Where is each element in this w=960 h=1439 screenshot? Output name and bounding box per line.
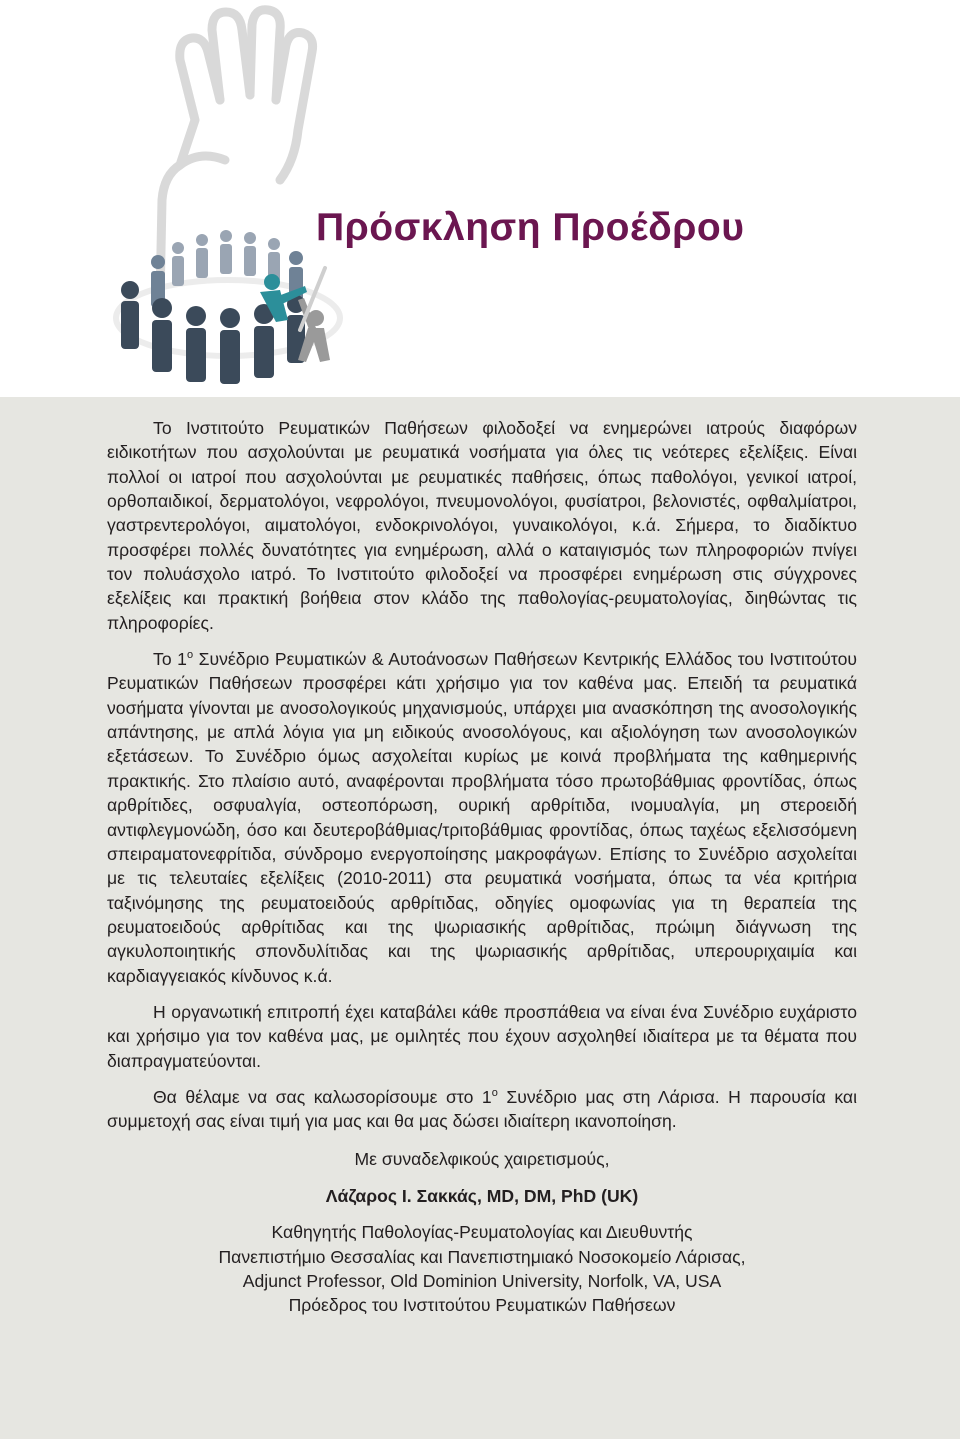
- letter-body: [107, 416, 857, 1318]
- people-circle: [116, 230, 340, 384]
- hand-with-people-circle-illustration: [100, 0, 360, 397]
- paragraph-welcome: [107, 1085, 857, 1134]
- paragraph-conference-rest: Συνέδριο Ρευματικών & Αυτοάνοσων Παθήσεων Κεντρικής Ελλάδος του Ινστιτούτου Ρευματικών Παθήσεων προσφέρει κάτι χρήσιμο για τον καθένα μας. Επειδή τα ρευματικά νοσήματα γίνονται με ανοσολογικούς μηχανισμούς, υπάρχει μια ανασκόπηση της ανοσολογικής απάντησης, με απλά λόγια για μη ειδικούς ανοσολόγους, και αξιολόγηση των ανοσολογικών εξετάσεων. Το Συνέδριο όμως ασχολείται κυρίως με κοινά προβλήματα της καθημερινής πρακτικής. Στο πλαίσιο αυτό, αναφέρονται προβλήματα τόσο πρωτοβάθμιας φροντίδας, όπως αρθρίτιδες, οσφυαλγία, οστεοπόρωση, ουρική αρθρίτιδα, ινομυαλγία, μη στεροειδή αντιφλεγμονώδη, όσο και δευτεροβάθμιας/τριτοβάθμιας φροντίδας, όπως ταχέως εξελισσόμενη σπειραματονεφρίτιδα, σύνδρομο ενεργοποίησης μακροφάγων. Επίσης το Συνέδριο ασχολείται με τις τελευταίες εξελίξεις (2010-2011) στα ρευματικά νοσήματα, όπως τα νέα κριτήρια ταξινόμησης της ρευματοειδούς αρθρίτιδας, οδηγίες ομοφωνίας για τη θεραπεία της ρευματοειδούς αρθρίτιδας και της ψωριασικής αρθρίτιδας, πρώιμη διάγνωση της αγκυλοποιητικής σπονδυλίτιδας και της ψωριασικής αρθρίτιδας, υπερουριχαιμία και καρδιαγγειακός κίνδυνος κ.ά.: [107, 649, 857, 986]
- closing-greeting: Με συναδελφικούς χαιρετισμούς,: [354, 1148, 610, 1169]
- ordinal-superscript: ο: [491, 1087, 498, 1100]
- signer-name: Λάζαρος Ι. Σακκάς, MD, DM, PhD (UK): [325, 1185, 639, 1206]
- affiliation-line: Καθηγητής Παθολογίας-Ρευματολογίας και Διευθυντής: [271, 1222, 693, 1243]
- paragraph-conference-start: Το 1: [153, 649, 187, 670]
- affiliation-line: Πρόεδρος του Ινστιτούτου Ρευματικών Παθήσεων: [288, 1295, 676, 1316]
- signer-affiliations: [107, 1220, 857, 1317]
- paragraph-conference: [107, 647, 857, 988]
- paragraph-intro: Το Ινστιτούτο Ρευματικών Παθήσεων φιλοδοξεί να ενημερώνει ιατρούς διαφόρων ειδικοτήτων που ασχολούνται με ρευματικά νοσήματα για όλες τις νεότερες εξελίξεις. Είναι πολλοί οι ιατροί που ασχολούνται με ρευματικές παθήσεις, όπως παθολόγοι, γενικοί ιατροί, ορθοπαιδικοί, δερματολόγοι, νεφρολόγοι, πνευμονολόγοι, φυσίατροι, βελονιστές, οφθαλμίατροι, γαστρεντερολόγοι, αιματολόγοι, ενδοκρινολόγοι, γυναικολόγοι, κ.ά. Σήμερα, το διαδίκτυο προσφέρει πολλές δυνατότητες για ενημέρωση, αλλά ο καταιγισμός των πληροφοριών πνίγει τον πολυάσχολο ιατρό. Το Ινστιτούτο φιλοδοξεί να προσφέρει ενημέρωση στις σύγχρονες εξελίξεις και πρακτική βοήθεια στον κλάδο της παθολογίας-ρευματολογίας, διηθώντας τις πληροφορίες.: [107, 418, 857, 633]
- ordinal-superscript: ο: [186, 649, 194, 662]
- paragraph-welcome-rest: Συνέδριο μας στη Λάρισα. Η παρουσία και συμμετοχή σας είναι τιμή για μας και θα μας δώσει ιδιαίτερη ικανοποίηση.: [107, 1086, 857, 1132]
- paragraph-welcome-start: Θα θέλαμε να σας καλωσορίσουμε στο 1: [153, 1086, 492, 1107]
- page-title: Πρόσκληση Προέδρου: [316, 206, 745, 249]
- affiliation-line: Πανεπιστήμιο Θεσσαλίας και Πανεπιστημιακό Νοσοκομείο Λάρισας,: [218, 1246, 746, 1267]
- header: [0, 0, 960, 397]
- paragraph-committee: Η οργανωτική επιτροπή έχει καταβάλει κάθε προσπάθεια να είναι ένα Συνέδριο ευχάριστο και χρήσιμο για τον καθένα μας, με ομιλητές που έχουν ασχοληθεί ιδιαίτερα με τα θέματα που διαπραγματεύονται.: [107, 1001, 857, 1071]
- affiliation-line: Adjunct Professor, Old Dominion University, Norfolk, VA, USA: [242, 1271, 722, 1291]
